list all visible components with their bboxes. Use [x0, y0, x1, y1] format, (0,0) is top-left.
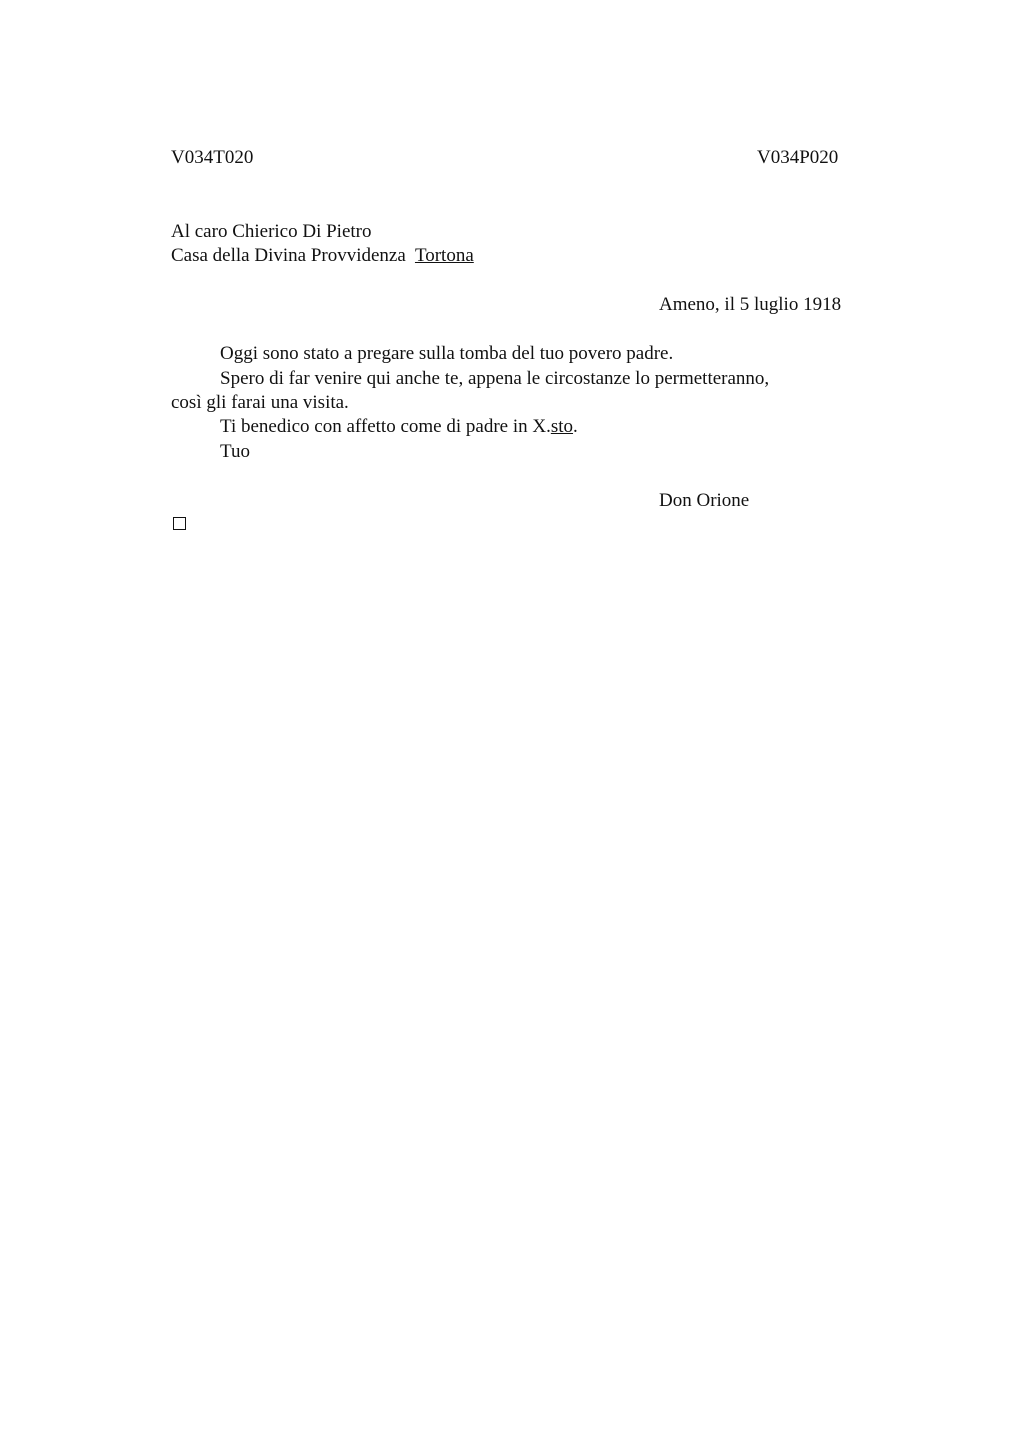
document-code-left: V034T020	[171, 147, 254, 168]
address-city: Tortona	[414, 245, 474, 266]
body-paragraph-1: Oggi sono stato a pregare sulla tomba del tuo povero padre.	[220, 343, 674, 364]
body-paragraph-3	[220, 415, 578, 439]
closing: Tuo	[220, 441, 250, 462]
document-code-right: V034P020	[757, 147, 839, 168]
address-line	[171, 244, 474, 268]
address-institution: Casa della Divina Provvidenza	[171, 245, 415, 266]
body-paragraph-2-line-1: Spero di far venire qui anche te, appena le circostanze lo permetteranno,	[220, 368, 770, 389]
blessing-period: .	[573, 416, 578, 437]
dateline: Ameno, il 5 luglio 1918	[659, 294, 842, 315]
blessing-text: Ti benedico con affetto come di padre in X.	[220, 416, 551, 437]
body-paragraph-2-line-2: così gli farai una visita.	[171, 392, 349, 413]
checkbox-square-icon	[173, 517, 186, 530]
abbreviation-underlined: sto	[550, 416, 574, 437]
recipient-line: Al caro Chierico Di Pietro	[171, 221, 372, 242]
signature: Don Orione	[659, 490, 750, 511]
